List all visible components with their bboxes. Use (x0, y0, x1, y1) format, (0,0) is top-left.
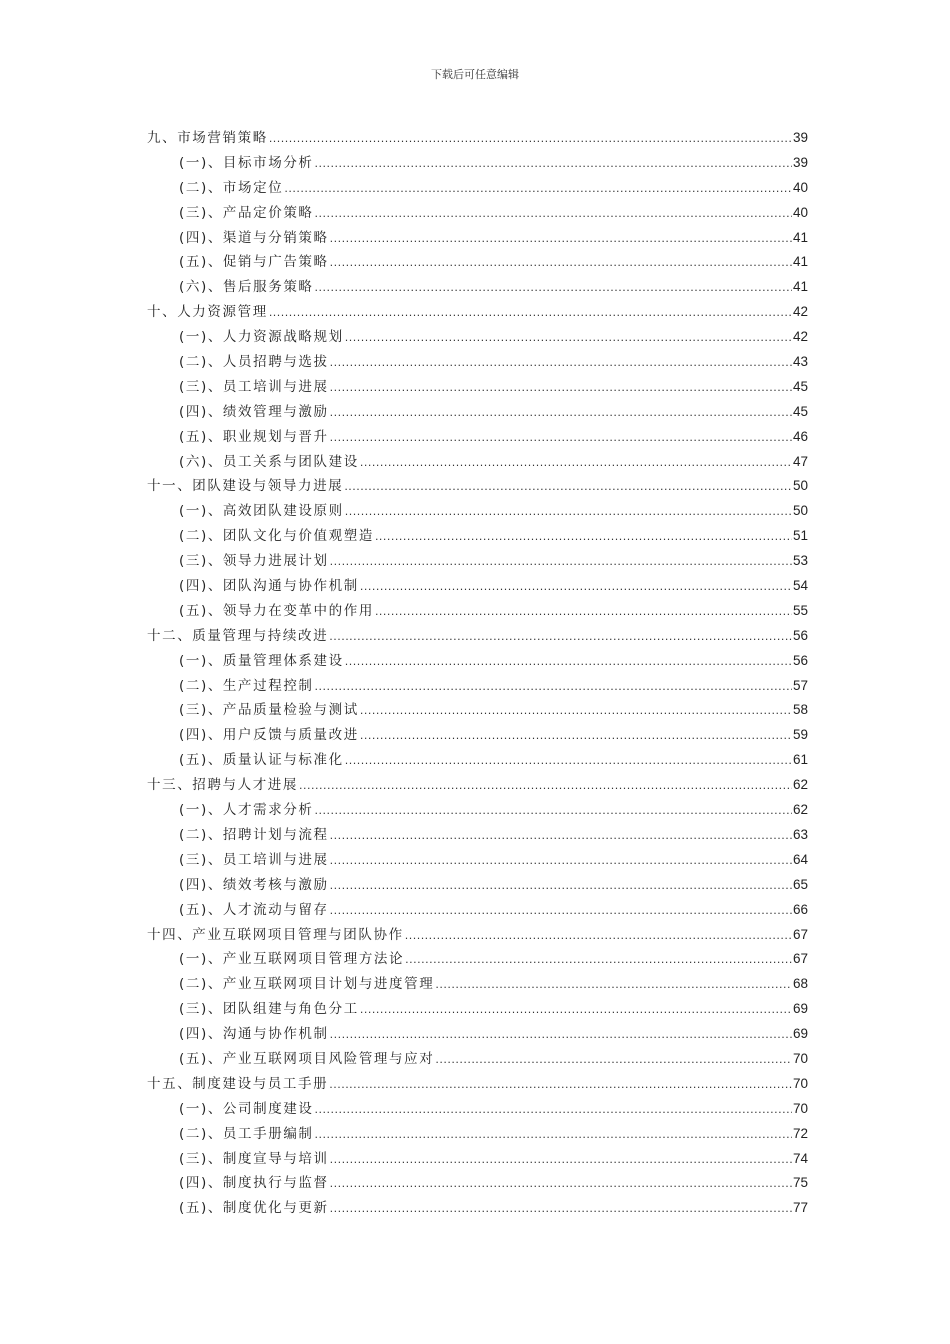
toc-entry-label: (二)、产业互联网项目计划与进度管理 (179, 976, 435, 993)
toc-chapter-entry[interactable] (147, 300, 808, 325)
toc-dot-leader (330, 1197, 792, 1222)
toc-entry-label: (五)、产业互联网项目风险管理与应对 (179, 1050, 435, 1067)
toc-entry-label: (一)、质量管理体系建设 (179, 652, 344, 669)
toc-dot-leader (375, 600, 792, 625)
toc-dot-leader (315, 675, 792, 700)
toc-entry-label: (五)、质量认证与标准化 (179, 752, 344, 769)
toc-dot-leader (345, 326, 792, 351)
toc-section-entry[interactable] (147, 1147, 808, 1172)
toc-entry-label: (二)、市场定位 (179, 179, 284, 196)
toc-page-number: 50 (792, 478, 808, 494)
toc-section-entry[interactable] (147, 898, 808, 923)
toc-page-number: 69 (792, 1001, 808, 1017)
toc-dot-leader (345, 749, 792, 774)
toc-entry-label: (五)、职业规划与晋升 (179, 428, 329, 445)
toc-entry-label: 十五、制度建设与员工手册 (147, 1075, 329, 1092)
toc-page-number: 62 (792, 802, 808, 818)
toc-entry-label: (五)、制度优化与更新 (179, 1200, 329, 1217)
toc-entry-label: (一)、高效团队建设原则 (179, 503, 344, 520)
toc-page-number: 55 (792, 602, 808, 618)
toc-dot-leader (329, 1073, 792, 1098)
toc-dot-leader (330, 376, 792, 401)
toc-section-entry[interactable] (147, 574, 808, 599)
toc-entry-label: (三)、产品质量检验与测试 (179, 702, 359, 719)
toc-dot-leader (330, 1148, 792, 1173)
toc-entry-label: (三)、团队组建与角色分工 (179, 1001, 359, 1018)
toc-page-number: 70 (792, 1100, 808, 1116)
toc-page-number: 77 (792, 1200, 808, 1216)
toc-entry-label: (四)、用户反馈与质量改进 (179, 727, 359, 744)
toc-entry-label: 十一、团队建设与领导力进展 (147, 478, 344, 495)
toc-dot-leader (299, 774, 792, 799)
toc-entry-label: (四)、沟通与协作机制 (179, 1026, 329, 1043)
toc-page-number: 65 (792, 876, 808, 892)
toc-page-number: 58 (792, 702, 808, 718)
toc-dot-leader (330, 426, 792, 451)
toc-dot-leader (330, 849, 792, 874)
toc-page-number: 67 (792, 926, 808, 942)
toc-page-number: 40 (792, 179, 808, 195)
toc-entry-label: (五)、促销与广告策略 (179, 254, 329, 271)
toc-dot-leader (330, 899, 792, 924)
toc-section-entry[interactable] (147, 674, 808, 699)
toc-entry-label: (三)、制度宣导与培训 (179, 1150, 329, 1167)
toc-page-number: 50 (792, 503, 808, 519)
toc-page-number: 51 (792, 528, 808, 544)
toc-entry-label: (四)、渠道与分销策略 (179, 229, 329, 246)
toc-entry-label: 十三、招聘与人才进展 (147, 777, 298, 794)
toc-page-number: 64 (792, 851, 808, 867)
toc-entry-label: (三)、产品定价策略 (179, 204, 314, 221)
toc-entry-label: (三)、员工培训与进展 (179, 851, 329, 868)
toc-dot-leader (345, 650, 792, 675)
toc-chapter-entry[interactable] (147, 1072, 808, 1097)
toc-section-entry[interactable] (147, 226, 808, 251)
toc-section-entry[interactable] (147, 723, 808, 748)
toc-chapter-entry[interactable] (147, 474, 808, 499)
toc-dot-leader (330, 1023, 792, 1048)
toc-chapter-entry[interactable] (147, 923, 808, 948)
toc-dot-leader (405, 924, 792, 949)
toc-page-number: 39 (792, 130, 808, 145)
toc-page-number: 70 (792, 1075, 808, 1091)
toc-page-number: 56 (792, 627, 808, 643)
toc-page-number: 53 (792, 553, 808, 569)
toc-page-number: 42 (792, 329, 808, 345)
toc-page-number: 57 (792, 677, 808, 693)
toc-section-entry[interactable] (147, 275, 808, 300)
toc-section-entry[interactable] (147, 524, 808, 549)
toc-page-number: 70 (792, 1050, 808, 1066)
toc-section-entry[interactable] (147, 649, 808, 674)
toc-dot-leader (315, 202, 792, 227)
toc-section-entry[interactable] (147, 748, 808, 773)
toc-page-number: 62 (792, 777, 808, 793)
toc-dot-leader (360, 998, 792, 1023)
toc-dot-leader (330, 401, 792, 426)
toc-section-entry[interactable] (147, 997, 808, 1022)
toc-dot-leader (330, 1172, 792, 1197)
toc-dot-leader (360, 724, 792, 749)
toc-section-entry[interactable] (147, 325, 808, 350)
toc-dot-leader (344, 475, 792, 500)
toc-dot-leader (330, 351, 792, 376)
toc-page-number: 40 (792, 204, 808, 220)
toc-entry-label: (四)、团队沟通与协作机制 (179, 578, 359, 595)
toc-entry-label: 十二、质量管理与持续改进 (147, 627, 329, 644)
toc-section-entry[interactable] (147, 823, 808, 848)
toc-section-entry[interactable] (147, 151, 808, 176)
toc-entry-label: (一)、人力资源战略规划 (179, 329, 344, 346)
toc-dot-leader (330, 824, 792, 849)
toc-dot-leader (269, 301, 792, 326)
toc-section-entry[interactable] (147, 350, 808, 375)
toc-dot-leader (315, 1098, 792, 1123)
toc-entry-label: (四)、绩效管理与激励 (179, 403, 329, 420)
toc-dot-leader (269, 127, 792, 152)
toc-entry-label: (二)、生产过程控制 (179, 677, 314, 694)
toc-page-number: 68 (792, 976, 808, 992)
toc-entry-label: (一)、人才需求分析 (179, 802, 314, 819)
toc-page-number: 67 (792, 951, 808, 967)
toc-chapter-entry[interactable] (147, 773, 808, 798)
toc-page-number: 75 (792, 1175, 808, 1191)
toc-dot-leader (329, 625, 792, 650)
toc-page-number: 47 (792, 453, 808, 469)
toc-entry-label: 九、市场营销策略 (147, 130, 268, 146)
toc-entry-label: 十四、产业互联网项目管理与团队协作 (147, 926, 404, 943)
toc-section-entry[interactable] (147, 1047, 808, 1072)
toc-section-entry[interactable] (147, 176, 808, 201)
toc-section-entry[interactable] (147, 1171, 808, 1196)
toc-dot-leader (315, 799, 792, 824)
toc-entry-label: (二)、员工手册编制 (179, 1125, 314, 1142)
toc-chapter-entry[interactable] (147, 624, 808, 649)
toc-entry-label: (二)、团队文化与价值观塑造 (179, 528, 374, 545)
toc-page-number: 45 (792, 403, 808, 419)
toc-dot-leader (330, 251, 792, 276)
toc-section-entry[interactable] (147, 1196, 808, 1221)
toc-entry-label: (五)、领导力在变革中的作用 (179, 602, 374, 619)
toc-page-number: 41 (792, 279, 808, 295)
toc-entry-label: (一)、公司制度建设 (179, 1100, 314, 1117)
toc-dot-leader (405, 948, 792, 973)
toc-dot-leader (375, 525, 792, 550)
toc-entry-label: (一)、产业互联网项目管理方法论 (179, 951, 405, 968)
toc-entry-label: (六)、售后服务策略 (179, 279, 314, 296)
toc-dot-leader (360, 451, 792, 476)
toc-page-number: 74 (792, 1150, 808, 1166)
toc-section-entry[interactable] (147, 848, 808, 873)
toc-page-number: 66 (792, 901, 808, 917)
toc-section-entry[interactable] (147, 400, 808, 425)
toc-dot-leader (435, 973, 792, 998)
toc-entry-label: (四)、制度执行与监督 (179, 1175, 329, 1192)
toc-section-entry[interactable] (147, 698, 808, 723)
toc-section-entry[interactable] (147, 450, 808, 475)
toc-dot-leader (284, 177, 792, 202)
toc-dot-leader (360, 699, 792, 724)
toc-page-number: 72 (792, 1125, 808, 1141)
toc-entry-label: (四)、绩效考核与激励 (179, 876, 329, 893)
toc-dot-leader (330, 227, 792, 252)
table-of-contents (147, 126, 808, 1221)
toc-page-number: 46 (792, 428, 808, 444)
toc-page-number: 56 (792, 652, 808, 668)
toc-dot-leader (345, 500, 792, 525)
toc-section-entry[interactable] (147, 972, 808, 997)
toc-entry-label: (二)、人员招聘与选拔 (179, 354, 329, 371)
toc-section-entry[interactable] (147, 1122, 808, 1147)
toc-section-entry[interactable] (147, 549, 808, 574)
toc-entry-label: (三)、领导力进展计划 (179, 553, 329, 570)
toc-section-entry[interactable] (147, 201, 808, 226)
toc-section-entry[interactable] (147, 599, 808, 624)
toc-section-entry[interactable] (147, 425, 808, 450)
toc-section-entry[interactable] (147, 1097, 808, 1122)
toc-section-entry[interactable] (147, 375, 808, 400)
toc-dot-leader (360, 575, 792, 600)
toc-section-entry[interactable] (147, 1022, 808, 1047)
toc-entry-label: (五)、人才流动与留存 (179, 901, 329, 918)
toc-page-number: 43 (792, 354, 808, 370)
toc-section-entry[interactable] (147, 250, 808, 275)
toc-section-entry[interactable] (147, 798, 808, 823)
toc-page-number: 39 (792, 154, 808, 170)
toc-page-number: 59 (792, 727, 808, 743)
toc-entry-label: (二)、招聘计划与流程 (179, 826, 329, 843)
toc-entry-label: (三)、员工培训与进展 (179, 378, 329, 395)
toc-page-number: 61 (792, 752, 808, 768)
toc-dot-leader (435, 1048, 792, 1073)
toc-section-entry[interactable] (147, 873, 808, 898)
toc-section-entry[interactable] (147, 499, 808, 524)
toc-page-number: 69 (792, 1026, 808, 1042)
toc-chapter-entry[interactable] (147, 126, 808, 151)
toc-entry-label: 十、人力资源管理 (147, 304, 268, 321)
toc-dot-leader (330, 550, 792, 575)
toc-dot-leader (330, 874, 792, 899)
toc-page-number: 63 (792, 826, 808, 842)
toc-dot-leader (315, 276, 792, 301)
toc-dot-leader (315, 152, 792, 177)
toc-entry-label: (一)、目标市场分析 (179, 154, 314, 171)
toc-page-number: 42 (792, 304, 808, 320)
toc-page-number: 41 (792, 229, 808, 245)
toc-section-entry[interactable] (147, 947, 808, 972)
toc-page-number: 54 (792, 578, 808, 594)
toc-dot-leader (315, 1123, 792, 1148)
toc-page-number: 45 (792, 378, 808, 394)
page-header: 下载后可任意编辑 (431, 68, 519, 81)
toc-page-number: 41 (792, 254, 808, 270)
toc-entry-label: (六)、员工关系与团队建设 (179, 453, 359, 470)
